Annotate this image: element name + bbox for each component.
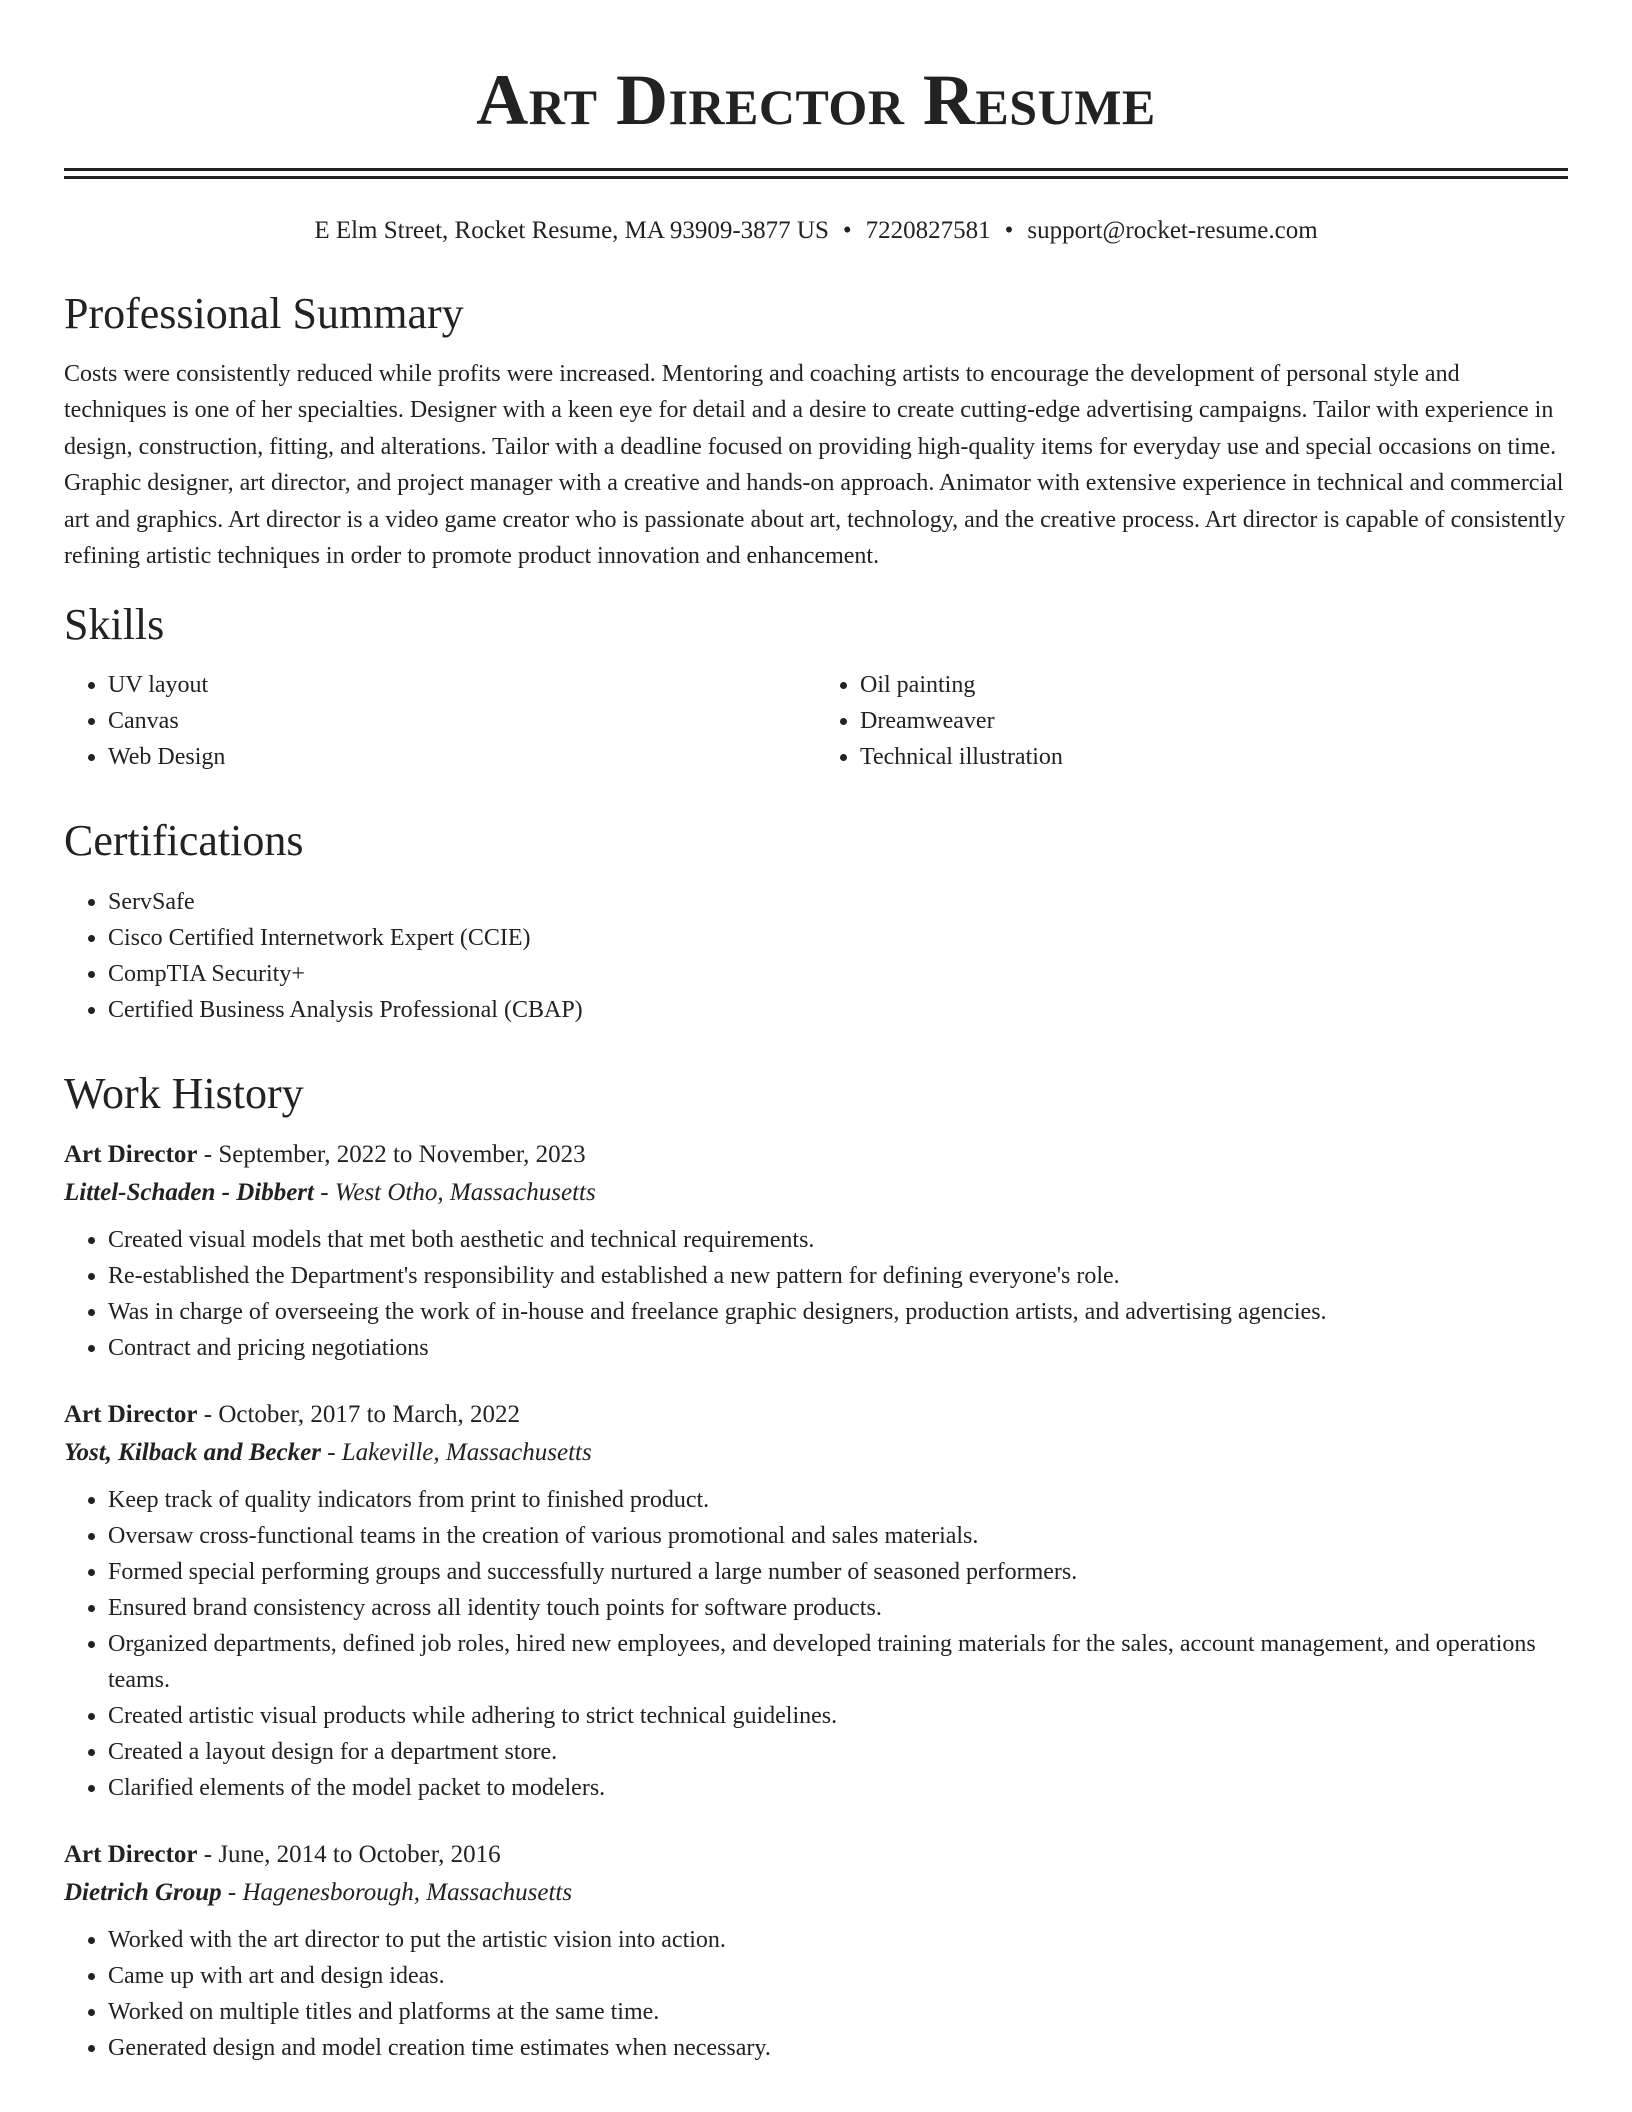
title-divider [64, 168, 1568, 179]
job-header: Art Director - October, 2017 to March, 2022 [64, 1401, 521, 1429]
contact-separator: • [1004, 217, 1014, 244]
certifications-list [64, 884, 1568, 1028]
skill-item: • Technical illustration [860, 739, 1568, 775]
job-header: Art Director - September, 2022 to November, 2023 [64, 1141, 586, 1169]
job-bullets [64, 1482, 1568, 1806]
skill-item: • Oil painting [860, 667, 1568, 703]
job-role: Art Director [64, 1841, 198, 1869]
skills-right-list [816, 667, 1568, 775]
job-role: Art Director [64, 1141, 198, 1169]
job-dates: June, 2014 to October, 2016 [218, 1841, 501, 1869]
skill-item: • Web Design [108, 739, 816, 775]
job-bullet: • Was in charge of overseeing the work of in-house and freelance graphic designers, production artists, and advertising agencies. [108, 1294, 1568, 1330]
contact-line [64, 215, 1568, 248]
contact-separator: • [842, 217, 852, 244]
job-company: Dietrich Group [64, 1879, 222, 1907]
skill-item: • Canvas [108, 703, 816, 739]
job-bullet: • Created visual models that met both aesthetic and technical requirements. [108, 1222, 1568, 1258]
certification-item: • Cisco Certified Internetwork Expert (CCIE) [108, 920, 1568, 956]
job-company: Yost, Kilback and Becker [64, 1439, 321, 1467]
resume-title: Art Director Resume [476, 60, 1156, 140]
job-bullets [64, 1222, 1568, 1366]
job-bullets [64, 1922, 1568, 2066]
certification-item: • Certified Business Analysis Professional (CBAP) [108, 992, 1568, 1028]
job-entry [64, 1396, 1568, 1806]
contact-email: support@rocket-resume.com [1027, 217, 1318, 244]
job-bullet: • Formed special performing groups and successfully nurtured a large number of seasoned performers. [108, 1554, 1568, 1590]
skill-item: • Dreamweaver [860, 703, 1568, 739]
certification-item: • CompTIA Security+ [108, 956, 1568, 992]
job-employer: Yost, Kilback and Becker - Lakeville, Massachusetts [64, 1439, 592, 1467]
summary-text: Costs were consistently reduced while profits were increased. Mentoring and coaching artists to encourage the development of personal style and techniques is one of her specialties. Designer with a keen eye for detail and a desire to create cutting-edge advertising campaigns. Tailor with experience in design, construction, fitting, and alterations. Tailor with a deadline focused on providing high-quality items for everyday use and special occasions on time. Graphic designer, art director, and project manager with a creative and hands-on approach. Animator with extensive experience in technical and commercial art and graphics. Art director is a video game creator who is passionate about art, technology, and the creative process. Art director is capable of consistently refining artistic techniques in order to promote product innovation and enhancement. [64, 360, 1566, 570]
job-bullet: • Created a layout design for a department store. [108, 1734, 1568, 1770]
job-bullet: • Worked with the art director to put the artistic vision into action. [108, 1922, 1568, 1958]
job-bullet: • Came up with art and design ideas. [108, 1958, 1568, 1994]
skills-grid [64, 667, 1568, 775]
job-header: Art Director - June, 2014 to October, 2016 [64, 1841, 501, 1869]
skill-item: • UV layout [108, 667, 816, 703]
job-dates: October, 2017 to March, 2022 [218, 1401, 521, 1429]
job-bullet: • Generated design and model creation time estimates when necessary. [108, 2030, 1568, 2066]
job-bullet: • Clarified elements of the model packet to modelers. [108, 1770, 1568, 1806]
job-bullet: • Keep track of quality indicators from print to finished product. [108, 1482, 1568, 1518]
job-bullet: • Worked on multiple titles and platforms at the same time. [108, 1994, 1568, 2030]
contact-address: E Elm Street, Rocket Resume, MA 93909-3877 US [314, 217, 829, 244]
contact-phone: 7220827581 [865, 217, 991, 244]
certification-item: • ServSafe [108, 884, 1568, 920]
job-role: Art Director [64, 1401, 198, 1429]
work-history-heading: Work History [64, 1068, 304, 1118]
job-bullet: • Created artistic visual products while adhering to strict technical guidelines. [108, 1698, 1568, 1734]
job-employer: Dietrich Group - Hagenesborough, Massachusetts [64, 1879, 573, 1907]
job-employer: Littel-Schaden - Dibbert - West Otho, Massachusetts [64, 1179, 596, 1207]
skills-left-list [64, 667, 816, 775]
job-entry [64, 1136, 1568, 1366]
job-bullet: • Organized departments, defined job roles, hired new employees, and developed training materials for the sales, account management, and operations teams. [108, 1626, 1568, 1698]
job-bullet: • Contract and pricing negotiations [108, 1330, 1568, 1366]
job-entry [64, 1836, 1568, 2066]
job-location: Lakeville, Massachusetts [341, 1439, 592, 1467]
job-location: West Otho, Massachusetts [334, 1179, 596, 1207]
skills-heading: Skills [64, 599, 165, 649]
job-bullet: • Oversaw cross-functional teams in the creation of various promotional and sales materials. [108, 1518, 1568, 1554]
certifications-heading: Certifications [64, 816, 304, 866]
job-bullet: • Ensured brand consistency across all identity touch points for software products. [108, 1590, 1568, 1626]
job-company: Littel-Schaden - Dibbert [64, 1179, 314, 1207]
job-dates: September, 2022 to November, 2023 [218, 1141, 586, 1169]
summary-heading: Professional Summary [64, 288, 464, 338]
job-location: Hagenesborough, Massachusetts [242, 1879, 573, 1907]
job-bullet: • Re-established the Department's responsibility and established a new pattern for defining everyone's role. [108, 1258, 1568, 1294]
